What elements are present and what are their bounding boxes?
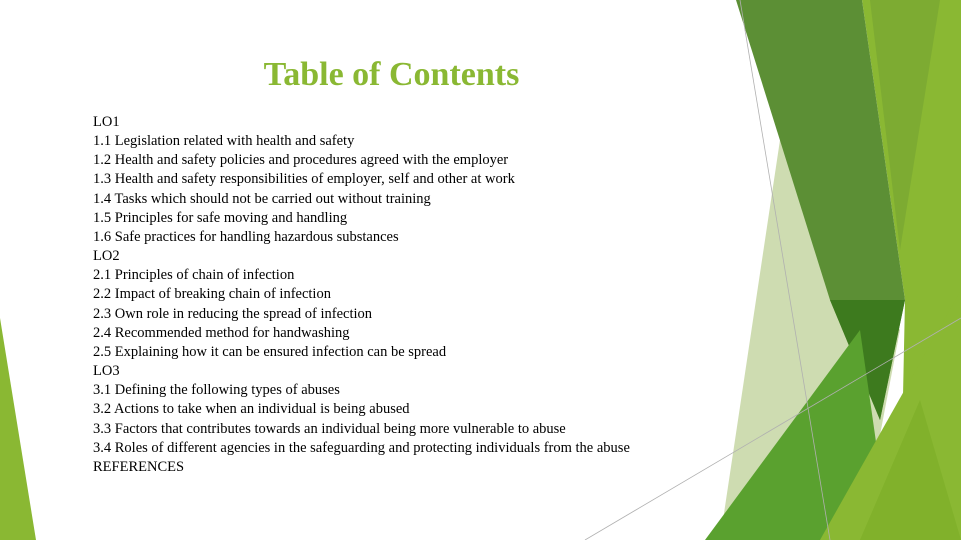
toc-heading-references: REFERENCES bbox=[93, 458, 185, 475]
slide-title: Table of Contents bbox=[263, 56, 520, 93]
toc-item: 3.2 Actions to take when an individual is being abused bbox=[93, 401, 410, 418]
toc-heading-lo2: LO2 bbox=[93, 248, 120, 265]
toc-item: 1.3 Health and safety responsibilities of employer, self and other at work bbox=[93, 171, 515, 188]
toc-item: 3.3 Factors that contributes towards an individual being more vulnerable to abuse bbox=[93, 420, 566, 437]
toc-heading-lo3: LO3 bbox=[93, 363, 120, 380]
toc-item: 1.5 Principles for safe moving and handling bbox=[93, 209, 348, 226]
toc-item: 1.6 Safe practices for handling hazardous substances bbox=[93, 228, 399, 245]
toc-item: 3.4 Roles of different agencies in the safeguarding and protecting individuals from the abuse bbox=[93, 439, 630, 456]
toc-heading-lo1: LO1 bbox=[93, 114, 120, 130]
left-green-sliver bbox=[0, 318, 36, 540]
toc-item: 2.1 Principles of chain of infection bbox=[93, 267, 295, 284]
table-of-contents-list bbox=[93, 113, 733, 477]
toc-item: 2.5 Explaining how it can be ensured infection can be spread bbox=[93, 343, 447, 360]
toc-item: 1.1 Legislation related with health and safety bbox=[93, 133, 355, 150]
toc-item: 2.3 Own role in reducing the spread of infection bbox=[93, 305, 373, 322]
toc-item: 1.4 Tasks which should not be carried out without training bbox=[93, 190, 431, 207]
toc-item: 1.2 Health and safety policies and procedures agreed with the employer bbox=[93, 152, 509, 169]
toc-item: 2.2 Impact of breaking chain of infection bbox=[93, 286, 331, 303]
toc-item: 3.1 Defining the following types of abuses bbox=[93, 382, 340, 399]
toc-item: 2.4 Recommended method for handwashing bbox=[93, 324, 350, 341]
